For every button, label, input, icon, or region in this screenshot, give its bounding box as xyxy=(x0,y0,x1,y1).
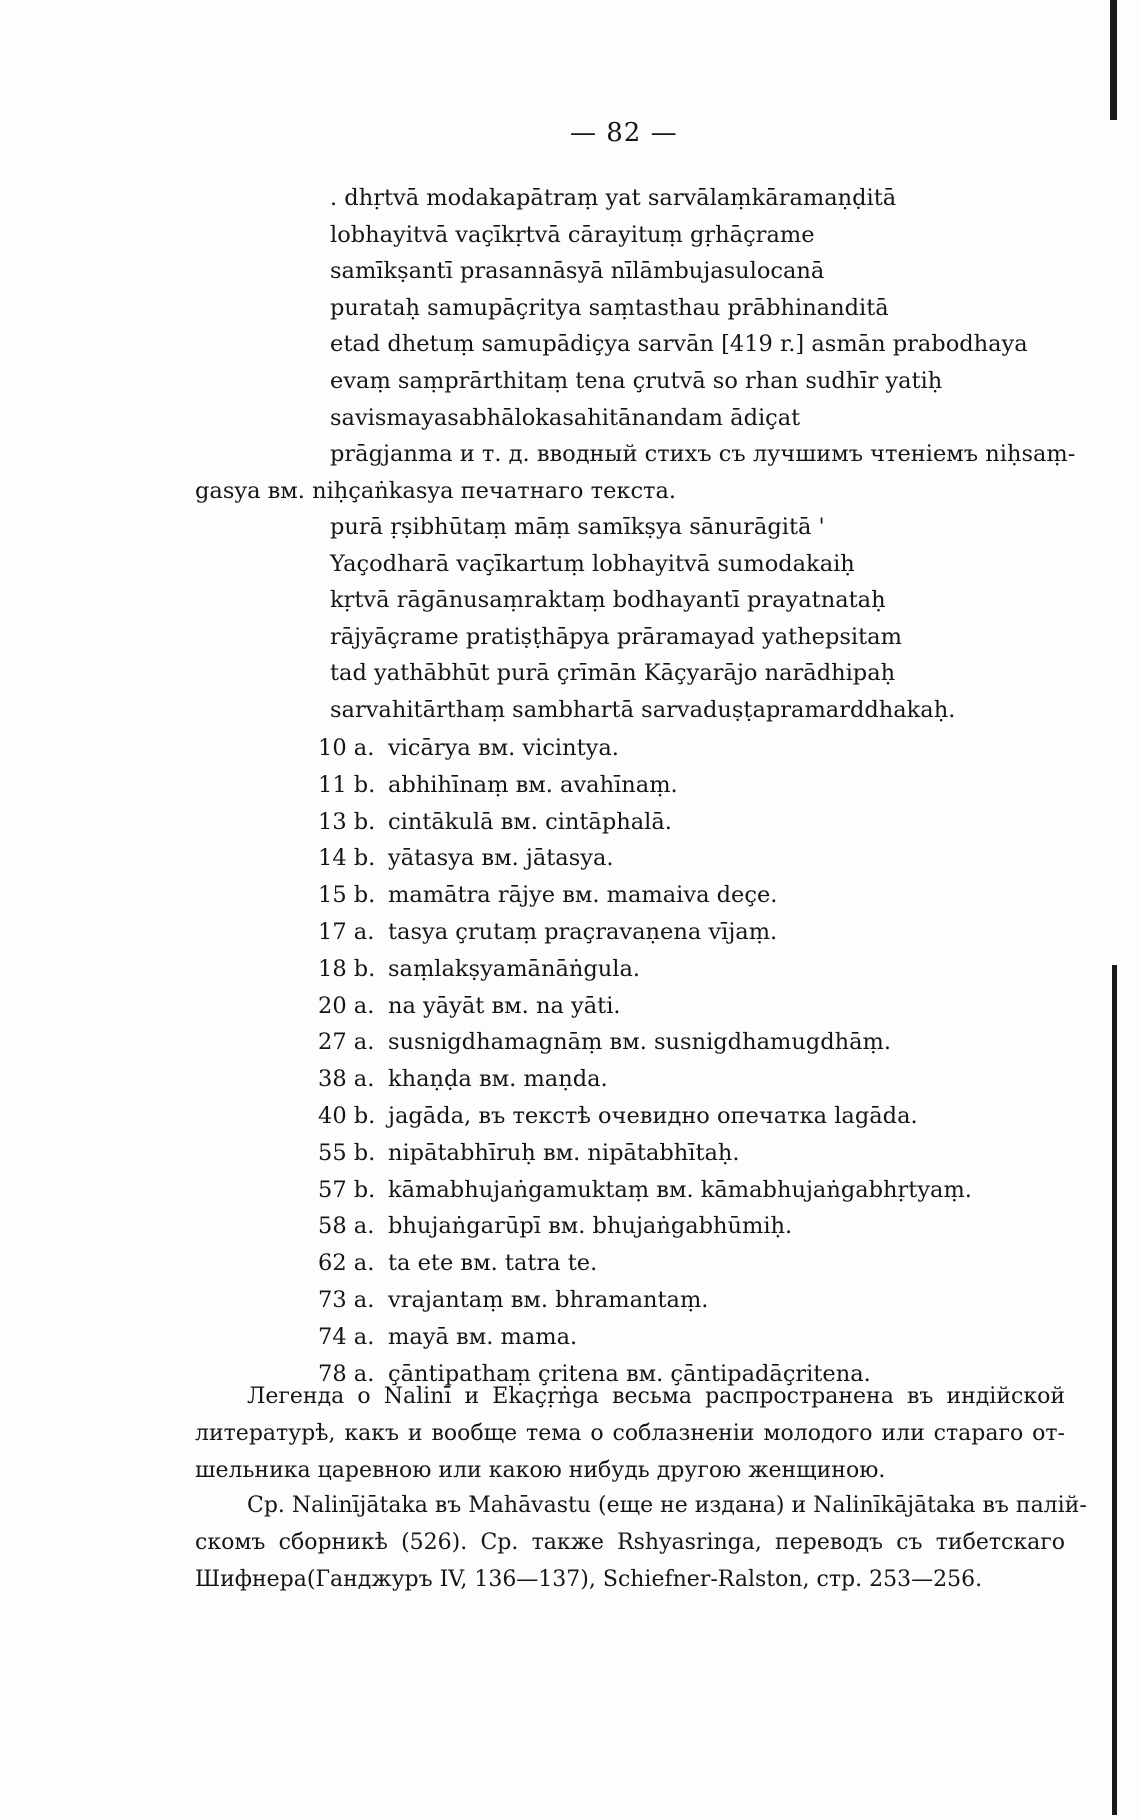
verse-block-2 xyxy=(330,509,955,729)
variant-ref: 14 b. xyxy=(318,845,376,872)
variant-text: cintākulā вм. cintāphalā. xyxy=(388,808,672,835)
verse-1-line: lobhayitvā vaçīkṛtvā cārayituṃ gṛhāçrame xyxy=(330,221,815,248)
variant-ref: 62 a. xyxy=(318,1250,375,1277)
variant-ref: 55 b. xyxy=(318,1139,376,1166)
variant-ref: 17 a. xyxy=(318,918,375,945)
variant-ref: 27 a. xyxy=(318,1029,375,1056)
variant-text: ta ete вм. tatra te. xyxy=(388,1250,598,1277)
verse-block-1 xyxy=(195,180,1076,509)
verse-2-line: rājyāçrame pratiṣṭhāpya prāramayad yathepsitam xyxy=(330,623,902,650)
variant-ref: 58 a. xyxy=(318,1213,375,1240)
verse-1-line: samīkṣantī prasannāsyā nīlāmbujasulocanā xyxy=(330,258,825,285)
variant-ref: 40 b. xyxy=(318,1102,376,1129)
variant-reading xyxy=(318,1245,972,1282)
variant-reading xyxy=(318,730,972,767)
verse-1-line: purataḥ samupāçritya saṃtasthau prābhinanditā xyxy=(330,294,889,321)
variant-reading xyxy=(318,877,972,914)
variant-text: abhihīnaṃ вм. avahīnaṃ. xyxy=(388,771,678,798)
variant-text: mayā вм. mama. xyxy=(388,1323,578,1350)
variant-ref: 73 a. xyxy=(318,1286,375,1313)
variant-reading xyxy=(318,1135,972,1172)
variant-ref: 15 b. xyxy=(318,882,376,909)
page-number: — 82 — xyxy=(570,118,678,148)
variant-text: kāmabhujaṅgamuktaṃ вм. kāmabhujaṅgabhṛtyaṃ. xyxy=(388,1176,972,1203)
variant-text: bhujaṅgarūpī вм. bhujaṅgabhūmiḥ. xyxy=(388,1213,793,1240)
variant-ref: 13 b. xyxy=(318,808,376,835)
verse-2-line: kṛtvā rāgānusaṃraktaṃ bodhayantī prayatnataḥ xyxy=(330,587,886,614)
variant-ref: 78 a. xyxy=(318,1360,375,1387)
variant-reading xyxy=(318,1319,972,1356)
variant-ref: 10 a. xyxy=(318,735,375,761)
paragraph-line: литературѣ, какъ и вообще тема о соблазненіи молодого или стараго от- xyxy=(195,1421,1065,1446)
variant-text: khaṇḍa вм. maṇda. xyxy=(388,1066,608,1093)
variant-reading xyxy=(318,914,972,951)
variant-reading xyxy=(318,1208,972,1245)
variant-ref: 38 a. xyxy=(318,1066,375,1093)
paragraph-references xyxy=(195,1487,1087,1598)
verse-1-line: savismayasabhālokasahitānandam ādiçat xyxy=(330,404,801,431)
paragraph-line: шельника царевною или какою нибудь другою женщиною. xyxy=(195,1458,886,1483)
variant-reading xyxy=(318,1098,972,1135)
variant-text: yātasya вм. jātasya. xyxy=(388,845,614,872)
variant-reading xyxy=(318,840,972,877)
variant-text: tasya çrutaṃ praçravaṇena vījaṃ. xyxy=(388,918,778,945)
variant-text: mamātra rājye вм. mamaiva deçe. xyxy=(388,882,778,909)
variant-text: na yāyāt вм. na yāti. xyxy=(388,992,621,1019)
variant-reading xyxy=(318,1172,972,1209)
variant-reading xyxy=(318,1024,972,1061)
verse-1-line: gasya вм. niḥçaṅkasya печатнаго текста. xyxy=(195,477,677,504)
verse-2-line: purā ṛṣibhūtaṃ māṃ samīkṣya sānurāgitā ' xyxy=(330,514,825,540)
variant-ref: 57 b. xyxy=(318,1176,376,1203)
variant-ref: 74 a. xyxy=(318,1323,375,1350)
verse-1-line: prāgjanma и т. д. вводный стихъ съ лучшимъ чтеніемъ niḥsaṃ- xyxy=(330,441,1076,468)
variant-ref: 20 a. xyxy=(318,992,375,1019)
variant-reading xyxy=(318,1282,972,1319)
variant-text: susnigdhamagnāṃ вм. susnigdhamugdhāṃ. xyxy=(388,1029,892,1056)
variant-reading xyxy=(318,1061,972,1098)
verse-2-line: tad yathābhūt purā çrīmān Kāçyarājo narādhipaḥ xyxy=(330,660,896,687)
scan-edge-top xyxy=(1110,0,1117,120)
paragraph-line: Легенда о Nalinī и Ekaçṛṅga весьма распространена въ индійской xyxy=(247,1384,1065,1409)
verse-1-line: evaṃ saṃprārthitaṃ tena çrutvā so rhan sudhīr yatiḥ xyxy=(330,367,943,394)
paragraph-line: скомъ сборникѣ (526). Ср. также Rshyasringa, переводъ съ тибетскаго xyxy=(195,1530,1065,1555)
variant-text: jagāda, въ текстѣ очевидно опечатка lagāda. xyxy=(388,1102,918,1129)
variant-text: saṃlakṣyamānāṅgula. xyxy=(388,955,641,982)
verse-1-line: etad dhetuṃ samupādiçya sarvān [419 r.] asmān prabodhaya xyxy=(330,331,1028,358)
verse-1-line: . dhṛtvā modakapātraṃ yat sarvālaṃkāramaṇḍitā xyxy=(330,185,897,211)
scan-edge-bottom xyxy=(1112,965,1117,1815)
variant-reading xyxy=(318,951,972,988)
variant-text: çāntipathaṃ çritena вм. çāntipadāçritena. xyxy=(388,1360,871,1387)
paragraph-legend xyxy=(195,1378,1065,1489)
verse-2-line: sarvahitārthaṃ sambhartā sarvaduṣṭapramarddhakaḥ. xyxy=(330,696,956,723)
variant-reading xyxy=(318,988,972,1025)
variant-text: vrajantaṃ вм. bhramantaṃ. xyxy=(388,1286,709,1313)
variant-text: nipātabhīruḥ вм. nipātabhītaḥ. xyxy=(388,1139,740,1166)
paragraph-line: Шифнера(Ганджуръ IV, 136—137), Schiefner-Ralston, стр. 253—256. xyxy=(195,1567,983,1592)
variant-text: vicārya вм. vicintya. xyxy=(388,735,619,761)
variant-reading xyxy=(318,804,972,841)
verse-2-line: Yaçodharā vaçīkartuṃ lobhayitvā sumodakaiḥ xyxy=(330,550,855,577)
variant-ref: 18 b. xyxy=(318,955,376,982)
variant-readings-list xyxy=(318,730,972,1392)
paragraph-line: Ср. Nalinījātaka въ Mahāvastu (еще не издана) и Nalinīkājātaka въ палій- xyxy=(247,1493,1087,1518)
variant-ref: 11 b. xyxy=(318,771,376,798)
variant-reading xyxy=(318,767,972,804)
